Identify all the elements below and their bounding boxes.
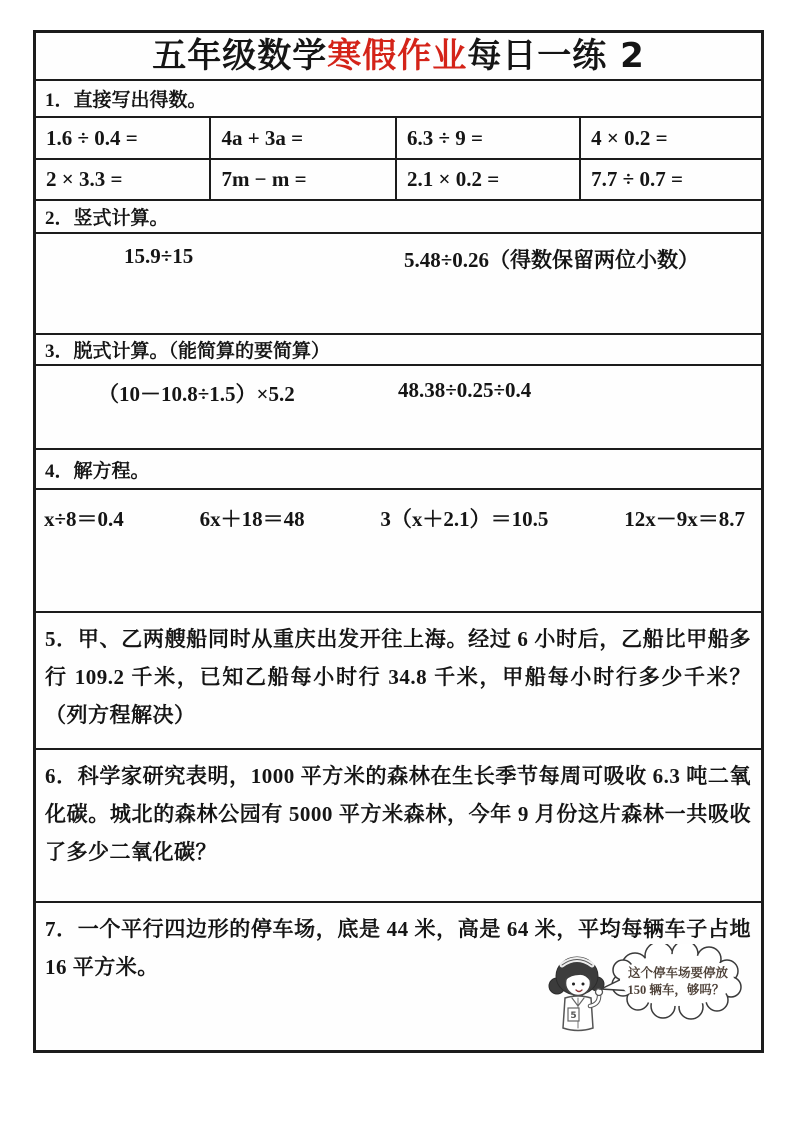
section4-workspace: [36, 490, 761, 613]
title-part3: 每日一练 2: [467, 36, 645, 76]
title-row: [36, 33, 761, 81]
bubble-text-line1: 这个停车场要停放: [627, 966, 729, 980]
title-part1: 五年级数学: [152, 36, 328, 76]
problem7-text: 7．一个平行四边形的停车场，底是 44 米，高是 64 米，平均每辆车子占地 16 平方米。: [45, 917, 751, 979]
title-part2-red: 寒假作业: [327, 36, 468, 76]
section3-workspace: [36, 366, 761, 450]
section2-heading: [36, 201, 761, 234]
equation-2: 6x＋18＝48: [199, 507, 305, 531]
step-calculation-2: 48.38÷0.25÷0.4: [398, 378, 532, 402]
worksheet-table: [33, 30, 764, 1053]
expression-cell: 4a + 3a =: [211, 118, 397, 158]
expression-cell: 1.6 ÷ 0.4 =: [36, 118, 211, 158]
problem6-text: 6．科学家研究表明，1000 平方米的森林在生长季节每周可吸收 6.3 吨二氧化碳。城北的森林公园有 5000 平方米森林，今年 9 月份这片森林一共吸收了多少二氧化碳？: [45, 764, 751, 864]
problem6-row: [36, 750, 761, 903]
section4-heading: [36, 450, 761, 490]
expression-cell: 7m − m =: [211, 160, 397, 199]
section3-heading: [36, 335, 761, 366]
equation-4: 12x－9x＝8.7: [624, 507, 745, 531]
problem5-row: [36, 613, 761, 750]
expression-cell: 6.3 ÷ 9 =: [397, 118, 581, 158]
section1-heading-label: 1．直接写出得数。: [45, 90, 207, 111]
section4-heading-label: 4．解方程。: [45, 460, 150, 482]
girl-figure: [549, 957, 604, 1031]
problem5-text: 5．甲、乙两艘船同时从重庆出发开往上海。经过 6 小时后，乙船比甲船多行 109.2 千米，已知乙船每小时行 34.8 千米，甲船每小时行多少千米？（列方程解决）: [45, 627, 751, 727]
equation-list: [36, 490, 761, 533]
problem7-row: [36, 903, 761, 1050]
column-calculation-2: 5.48÷0.26（得数保留两位小数）: [404, 248, 700, 272]
quick-answer-row-2: [36, 160, 761, 201]
bubble-text-line2: 150 辆车，够吗？: [627, 983, 725, 997]
column-calculation-1: 15.9÷15: [124, 244, 194, 268]
equation-1: x÷8＝0.4: [44, 507, 124, 531]
section3-heading-label: 3．脱式计算。（能简算的要简算）: [45, 341, 331, 362]
speech-bubble: [601, 944, 741, 1019]
girl-cartoon-icon: [535, 944, 755, 1046]
expression-cell: 7.7 ÷ 0.7 =: [591, 167, 683, 191]
quick-answer-row-1: [36, 118, 761, 160]
expression-cell: 2.1 × 0.2 =: [397, 160, 581, 199]
page-title: [152, 36, 645, 76]
expression-cell: 4 × 0.2 =: [591, 125, 668, 150]
step-calculation-1: （10－10.8÷1.5）×5.2: [98, 382, 295, 406]
equation-3: 3（x＋2.1）＝10.5: [380, 507, 549, 531]
section2-workspace: [36, 234, 761, 335]
section1-heading: [36, 81, 761, 118]
section2-heading-label: 2．竖式计算。: [45, 208, 169, 229]
svg-text:5: 5: [570, 1011, 577, 1021]
expression-cell: 2 × 3.3 =: [36, 160, 211, 199]
